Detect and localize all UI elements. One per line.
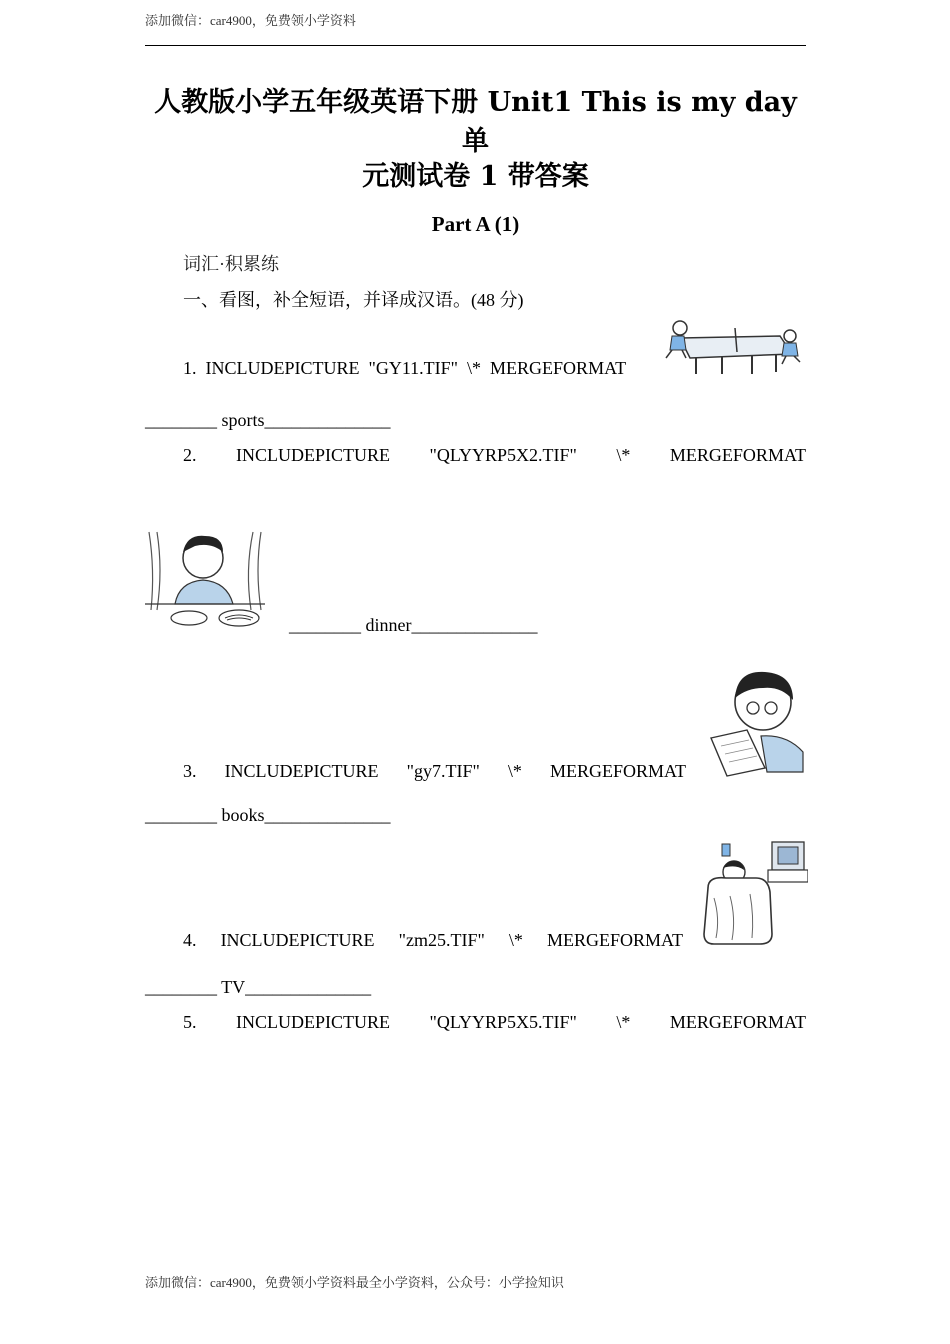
question-1-switch: \* (467, 358, 482, 378)
section-instruction: 一、看图，补全短语，并译成汉语。(48 分) (183, 290, 524, 310)
question-5-field: INCLUDEPICTURE (236, 1012, 390, 1032)
question-1-number: 1. (183, 358, 197, 378)
question-4-field: INCLUDEPICTURE (220, 930, 375, 950)
question-3-number: 3. (183, 761, 197, 781)
question-3-format: MERGEFORMAT (549, 761, 686, 781)
ping-pong-image (660, 318, 808, 376)
question-3-field: INCLUDEPICTURE (224, 761, 379, 781)
question-1-format: MERGEFORMAT (490, 358, 627, 378)
question-4-line (183, 930, 683, 951)
question-2-line (183, 445, 806, 466)
page-title-line2: 元测试卷 1 带答案 (362, 161, 589, 192)
question-5-filename: "QLYYRP5X5.TIF" (429, 1012, 577, 1032)
question-1-filename: "GY11.TIF" (368, 358, 459, 378)
question-3-switch: \* (507, 761, 522, 781)
question-2-format: MERGEFORMAT (669, 445, 806, 465)
question-3-line (183, 761, 686, 782)
answer-2: ________ dinner______________ (289, 615, 538, 635)
question-5-line (183, 1012, 806, 1033)
question-2-number: 2. (183, 445, 197, 465)
answer-4: ________ TV______________ (145, 977, 372, 997)
question-1-line (183, 358, 626, 379)
footer-note: 添加微信：car4900，免费领小学资料最全小学资料，公众号：小学捡知识 (145, 1275, 564, 1290)
page-title-line1: 人教版小学五年级英语下册 Unit1 This is my day 单 (154, 87, 797, 157)
question-4-filename: "zm25.TIF" (398, 930, 485, 950)
category-label: 词汇·积累练 (183, 254, 279, 274)
header-note: 添加微信：car4900，免费领小学资料 (145, 13, 356, 28)
question-4-switch: \* (508, 930, 523, 950)
question-5-switch: \* (616, 1012, 631, 1032)
question-4-number: 4. (183, 930, 197, 950)
question-3-filename: "gy7.TIF" (406, 761, 480, 781)
question-2-field: INCLUDEPICTURE (236, 445, 390, 465)
question-1-field: INCLUDEPICTURE (205, 358, 360, 378)
question-5-number: 5. (183, 1012, 197, 1032)
question-2-switch: \* (616, 445, 631, 465)
eat-dinner-image (145, 530, 265, 632)
question-4-format: MERGEFORMAT (546, 930, 683, 950)
header-divider (145, 45, 806, 46)
question-5-format: MERGEFORMAT (669, 1012, 806, 1032)
answer-3: ________ books______________ (145, 805, 391, 825)
answer-1: ________ sports______________ (145, 410, 391, 430)
watch-tv-image (700, 838, 808, 946)
part-heading: Part A (1) (431, 212, 520, 236)
question-2-filename: "QLYYRP5X2.TIF" (429, 445, 577, 465)
read-books-image (707, 664, 807, 778)
